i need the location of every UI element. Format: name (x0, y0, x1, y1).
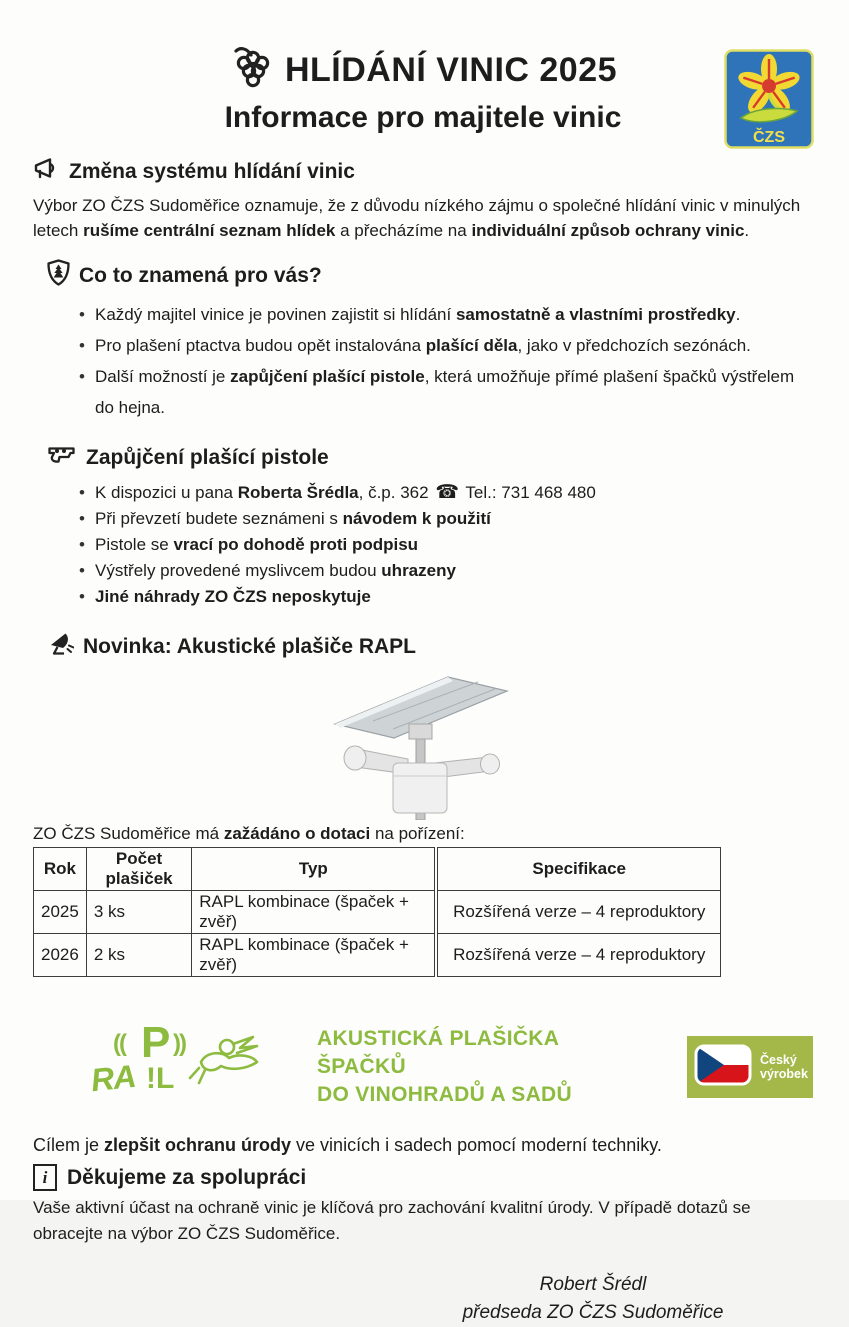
rapl-logo-letters-il: !L (146, 1062, 175, 1095)
rapl-tagline-line1: AKUSTICKÁ PLAŠIČKA ŠPAČKŮ (317, 1027, 559, 1078)
list-item-text: Každý majitel vinice je povinen zajistit si hlídání samostatně a vlastními prostředky. (95, 305, 741, 324)
pistol-bullet-list (69, 480, 813, 610)
rapl-logo (89, 1018, 281, 1106)
list-item-text: Při převzetí budete seznámeni s návodem k použití (95, 509, 491, 528)
acoustic-scarer-photo (33, 670, 813, 822)
cell-rok: 2026 (34, 934, 87, 977)
col-header-rok: Rok (34, 848, 87, 891)
phone-icon: ☎ (435, 482, 459, 503)
bullet-dot: • (79, 587, 85, 606)
title-row (33, 44, 813, 97)
list-item (69, 584, 813, 610)
rapl-tagline-line2: DO VINOHRADŮ A SADŮ (317, 1083, 572, 1106)
rapl-logo-letters-ra: RA (89, 1057, 137, 1099)
badge-text-line1: Český (760, 1053, 797, 1067)
col-header-pocet: Počet plašiček (86, 848, 191, 891)
document-header (33, 44, 813, 135)
bullet-dot: • (79, 305, 85, 324)
section-meaning-heading (47, 259, 813, 292)
megaphone-icon (33, 157, 60, 186)
signature-name: Robert Šrédl (539, 1274, 647, 1295)
grant-line: ZO ČZS Sudoměřice má zažádáno o dotaci na pořízení: (33, 824, 465, 843)
cell-typ: RAPL kombinace (špaček + zvěř) (192, 891, 437, 934)
grape-icon (229, 44, 277, 97)
col-header-typ: Typ (192, 848, 437, 891)
section-novinka-heading (47, 630, 813, 663)
thanks-heading (33, 1164, 813, 1191)
section-meaning (47, 259, 813, 423)
table-row (34, 934, 721, 977)
table-header-row (34, 848, 721, 891)
czs-logo-text: ČZS (753, 129, 785, 146)
cell-rok: 2025 (34, 891, 87, 934)
list-item (69, 299, 813, 330)
bullet-dot: • (79, 535, 85, 554)
col-header-specifikace: Specifikace (436, 848, 720, 891)
list-item-text: Další možností je zapůjčení plašící pistole, která umožňuje přímé plašení špačků výstřelem do hejna. (95, 367, 795, 417)
rapl-logo-letter-p: P (141, 1018, 171, 1067)
section-pistol-heading (47, 442, 813, 473)
page-subtitle: Informace pro majitele vinic (224, 101, 622, 134)
table-row (34, 891, 721, 934)
section-pistol-title: Zapůjčení plašící pistole (86, 445, 329, 469)
section-change-title: Změna systému hlídání vinic (69, 159, 355, 183)
list-item (69, 361, 813, 423)
czech-product-badge (687, 1036, 813, 1098)
list-item-text: Jiné náhrady ZO ČZS neposkytuje (95, 587, 371, 606)
cell-specifikace: Rozšířená verze – 4 reproduktory (436, 891, 720, 934)
goal-line: Cílem je zlepšit ochranu úrody ve vinicích i sadech pomocí moderní techniky. (33, 1135, 662, 1155)
list-item (69, 506, 813, 532)
cell-pocet: 2 ks (86, 934, 191, 977)
bullet-dot: • (79, 483, 85, 502)
czs-logo (723, 48, 815, 150)
list-item-text: Pro plašení ptactva budou opět instalována plašící děla, jako v předchozích sezónách. (95, 336, 751, 355)
bullet-dot: • (79, 509, 85, 528)
cell-specifikace: Rozšířená verze – 4 reproduktory (436, 934, 720, 977)
list-item-text: K dispozici u pana Roberta Šrédla, č.p. 362 ☎ Tel.: 731 468 480 (95, 482, 596, 503)
section-pistol (47, 442, 813, 610)
info-icon: i (33, 1164, 57, 1191)
section-meaning-title: Co to znamená pro vás? (79, 263, 322, 287)
rapl-logo-waves-right: )) (173, 1030, 185, 1057)
list-item (69, 558, 813, 584)
bird-icon (187, 1032, 283, 1105)
page-title: HLÍDÁNÍ VINIC 2025 (284, 51, 618, 89)
list-item (69, 330, 813, 361)
satellite-dish-icon (47, 630, 74, 663)
bullet-dot: • (79, 561, 85, 580)
section-change (33, 157, 813, 243)
rapl-banner (89, 1018, 813, 1109)
list-item (69, 480, 813, 506)
shield-icon (47, 259, 70, 292)
czech-product-badge-text (760, 1053, 808, 1081)
section-novinka-title: Novinka: Akustické plašiče RAPL (83, 634, 417, 658)
section-change-heading (33, 157, 813, 186)
list-item-text: Pistole se vrací po dohodě proti podpisu (95, 535, 419, 554)
rapl-tagline (317, 1025, 651, 1109)
thanks-heading-text: Děkujeme za spolupráci (67, 1165, 307, 1189)
list-item (69, 532, 813, 558)
pistol-icon (47, 442, 77, 473)
czech-flag-icon (694, 1044, 752, 1091)
section-change-paragraph: Výbor ZO ČZS Sudoměřice oznamuje, že z důvodu nízkého zájmu o společné hlídání vinic v minulých letech rušíme centrální seznam hlídek a přecházíme na individuální způsob ochrany vinic. (33, 196, 801, 240)
cell-typ: RAPL kombinace (špaček + zvěř) (192, 934, 437, 977)
rapl-logo-waves-left: (( (113, 1030, 125, 1057)
thanks-paragraph: Vaše aktivní účast na ochraně vinic je klíčová pro zachování kvalitní úrody. V případě dotazů se obracejte na výbor ZO ČZS Sudoměřice. (33, 1198, 751, 1243)
cell-pocet: 3 ks (86, 891, 191, 934)
badge-text-line2: výrobek (760, 1067, 808, 1081)
list-item-text: Výstřely provedené myslivcem budou uhrazeny (95, 561, 456, 580)
meaning-bullet-list (69, 299, 813, 423)
bullet-dot: • (79, 336, 85, 355)
bullet-dot: • (79, 367, 85, 386)
grant-table (33, 847, 721, 977)
signature-block (403, 1271, 783, 1327)
signature-role: předseda ZO ČZS Sudoměřice (462, 1302, 724, 1323)
section-novinka (33, 630, 813, 977)
